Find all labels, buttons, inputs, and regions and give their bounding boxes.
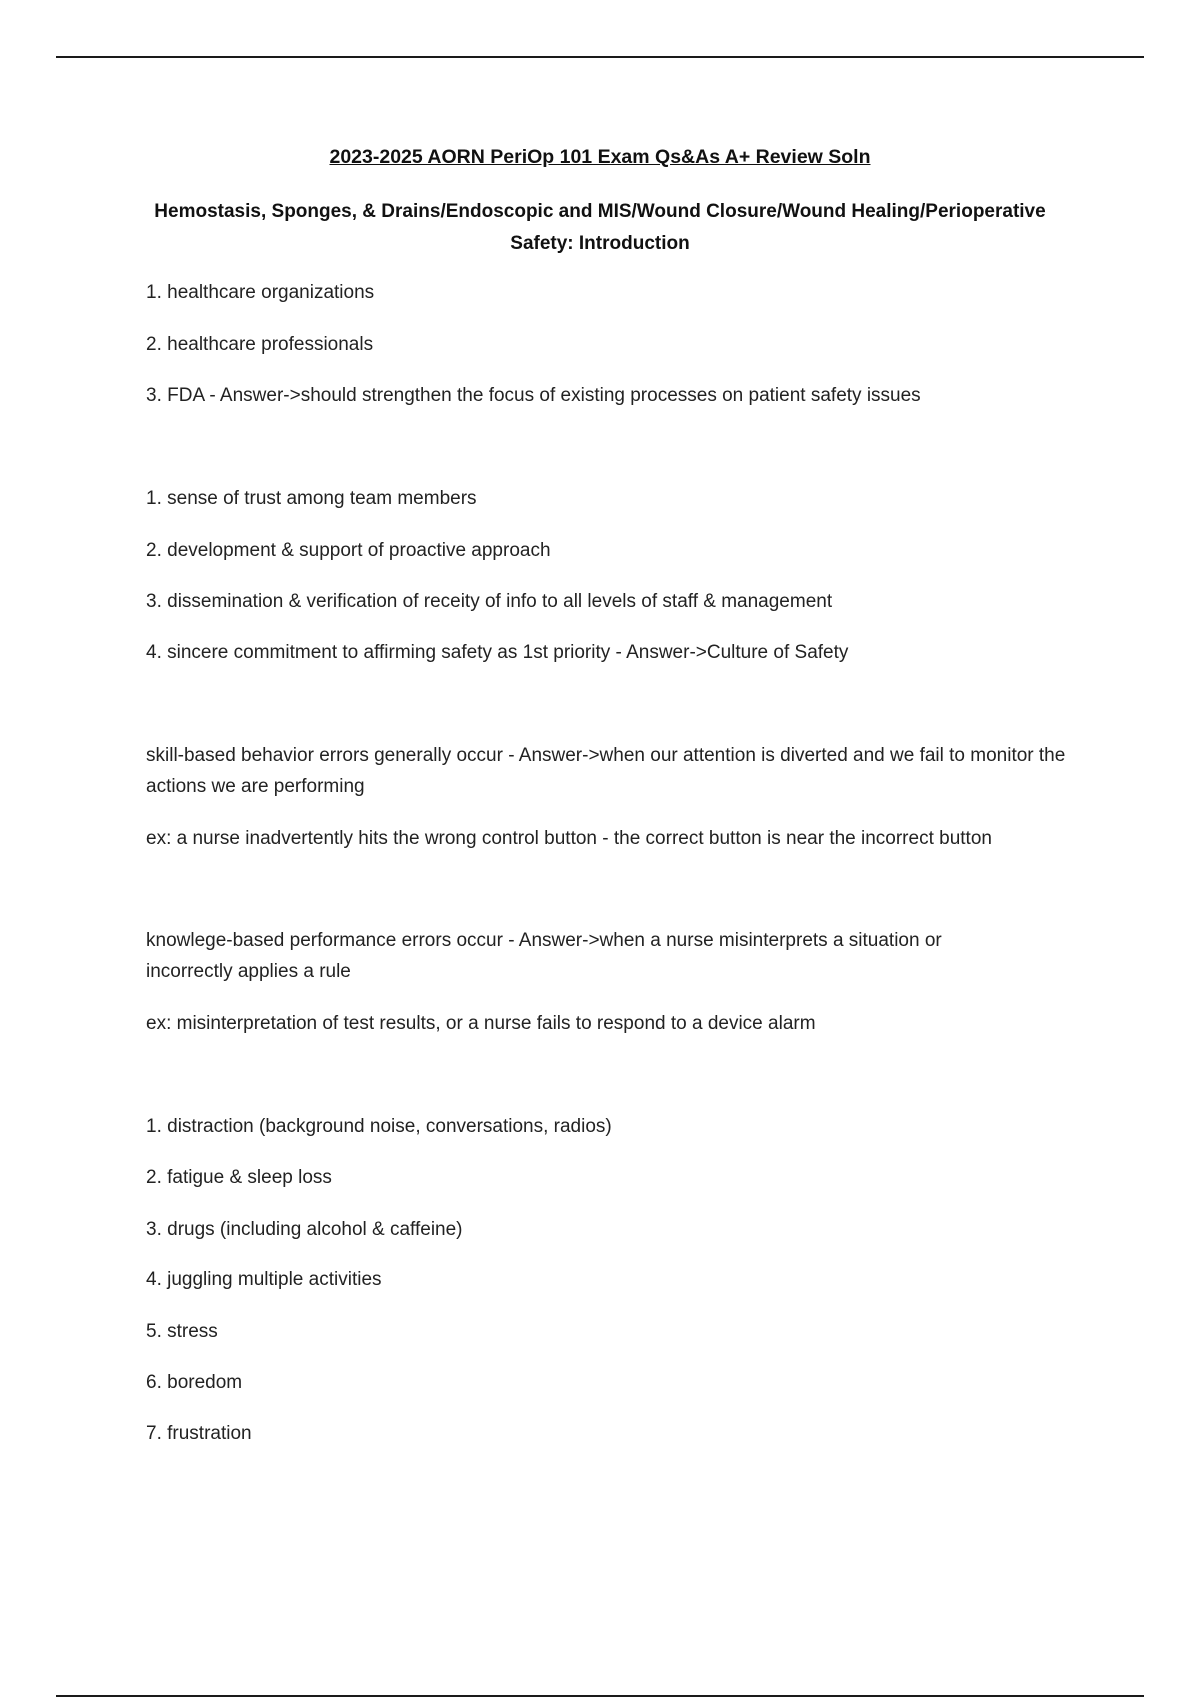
list-item: 1. healthcare organizations [146,282,375,303]
example-text: ex: a nurse inadvertently hits the wrong control button - the correct button is near the incorrect button [146,828,992,849]
list-item: 5. stress [146,1321,218,1342]
header-rule [56,56,1144,58]
list-item: 1. distraction (background noise, conversations, radios) [146,1116,612,1137]
list-item: 6. boredom [146,1372,243,1393]
list-item: 4. sincere commitment to affirming safety as 1st priority - Answer->Culture of Safety [146,642,849,663]
list-item: 3. dissemination & verification of receity of info to all levels of staff & management [146,591,833,612]
list-item: 2. fatigue & sleep loss [146,1167,332,1188]
list-item: 7. frustration [146,1423,252,1444]
list-item: 2. healthcare professionals [146,334,374,355]
list-item: 3. FDA - Answer->should strengthen the focus of existing processes on patient safety issues [146,385,921,406]
list-item: 2. development & support of proactive approach [146,540,551,561]
footer-rule [56,1695,1144,1697]
document-subtitle: Hemostasis, Sponges, & Drains/Endoscopic and MIS/Wound Closure/Wound Healing/Perioperative Safety: Introduction [154,201,1046,254]
qa-paragraph: knowlege-based performance errors occur - Answer->when a nurse misinterprets a situation or incorrectly applies a rule [146,930,942,982]
qa-paragraph: skill-based behavior errors generally occur - Answer->when our attention is diverted and we fail to monitor the actions we are performing [146,745,1066,797]
list-item: 1. sense of trust among team members [146,488,477,509]
list-item: 3. drugs (including alcohol & caffeine) [146,1219,463,1240]
document-title: 2023-2025 AORN PeriOp 101 Exam Qs&As A+ Review Soln [329,146,871,168]
list-item: 4. juggling multiple activities [146,1269,382,1290]
example-text: ex: misinterpretation of test results, or a nurse fails to respond to a device alarm [146,1013,816,1034]
